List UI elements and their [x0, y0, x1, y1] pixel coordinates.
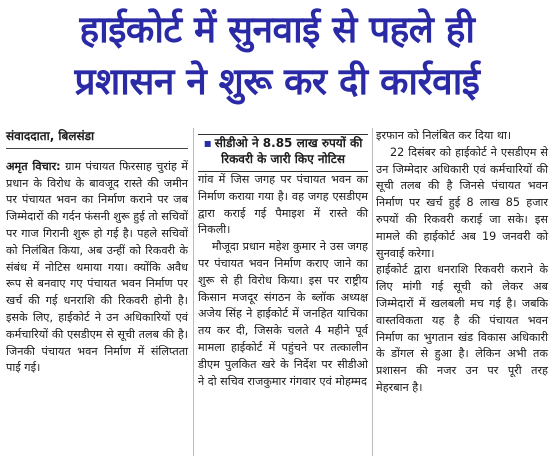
column-divider — [372, 128, 373, 456]
subheading-box — [198, 134, 368, 172]
byline: संवाददाता, बिलसंडा — [6, 128, 188, 149]
column-1-paragraph — [6, 159, 188, 377]
article-column-1 — [6, 128, 188, 377]
subheading-line-1: सीडीओ ने 8.85 लाख रुपयों की — [214, 136, 363, 150]
headline-line-2: प्रशासन ने शुरू कर दी कार्रवाई — [74, 60, 480, 103]
headline — [0, 4, 554, 108]
column-2-paragraph-1: गांव में जिस जगह पर पंचायत भवन का निर्माण कराया गया है। वह जगह एसडीएम द्वारा कराई गई पैमाइश में रास्ते की निकली। — [198, 173, 368, 237]
lead-label: अमृत विचार: — [6, 159, 61, 173]
column-2-paragraph-2: मौजूदा प्रधान महेश कुमार ने उस जगह पर पंचायत भवन निर्माण कराए जाने का शुरू से ही विरोध किया। इस पर राष्ट्रीय किसान मजदूर संगठन के ब्लॉक अध्यक्ष अजेय सिंह ने हाईकोर्ट में जनहित याचिका तय कर दी, जिसके चलते 4 महीने पूर्व मामला हाईकोर्ट में पहुंचने पर तत्कालीन डीएम पुलकित खरे के निर्देश पर सीडीओ ने दो सचिव राजकुमार गंगवार एवं मोहम्मद — [198, 240, 368, 388]
column-3-paragraph-3: हाईकोर्ट द्वारा धनराशि रिकवरी कराने के लिए मांगी गई सूची को लेकर अब जिम्मेदारों में खलबली मच गई है। जबकि वास्तविकता यह है की पंचायत भवन निर्माण का भुगतान खंड विकास अधिकारी के डोंगल से हुआ है। लेकिन अभी तक प्रशासन की नजर उन पर पूरी तरह मेहरबान है। — [376, 263, 548, 394]
column-1-text: ग्राम पंचायत फिरसाह चुरांह में प्रधान के विरोध के बावजूद रास्ते की जमीन पर पंचायत भवन का निर्माण कराने पर जब जिम्मेदारों की गर्दन फंसनी शुरू हुई तो सचिवों पर गाज गिरानी शुरू हो गई है। पहले सचिवों को निलंबित किया, अब उन्हीं को रिकवरी के संबंध में नोटिस थमाया गया। क्योंकि अवैध रूप से बनवाए गए पंचायत भवन निर्माण पर खर्च की गई धनराशि की रिकवरी होनी है। इसके लिए, हाईकोर्ट ने उन अधिकारियों एवं कर्मचारियों की एसडीएम से सूची तलब की है। जिनकी पंचायत भवन निर्माण में संलिप्तता पाई गई। — [6, 159, 189, 375]
column-3-paragraph-1: इरफान को निलंबित कर दिया था। — [376, 129, 512, 142]
bullet-icon: ▪ — [203, 136, 212, 150]
subheading-line-2: रिकवरी के जारी किए नोटिस — [221, 152, 345, 166]
article-column-3 — [376, 128, 548, 397]
column-3-paragraph-2: 22 दिसंबर को हाईकोर्ट ने एसडीएम से उन जिम्मेदार अधिकारी एवं कर्मचारियों की सूची तलब की है जिनसे पंचायत भवन निर्माण पर खर्च हुई 8 लाख 85 हजार रुपयों की रिकवरी कराई जा सके। इस मामले की हाईकोर्ट अब 19 जनवरी को सुनवाई करेगा। — [376, 145, 548, 260]
headline-line-1: हाईकोर्ट में सुनवाई से पहले ही — [79, 8, 475, 51]
column-2-body — [198, 172, 368, 390]
column-divider — [193, 128, 194, 456]
